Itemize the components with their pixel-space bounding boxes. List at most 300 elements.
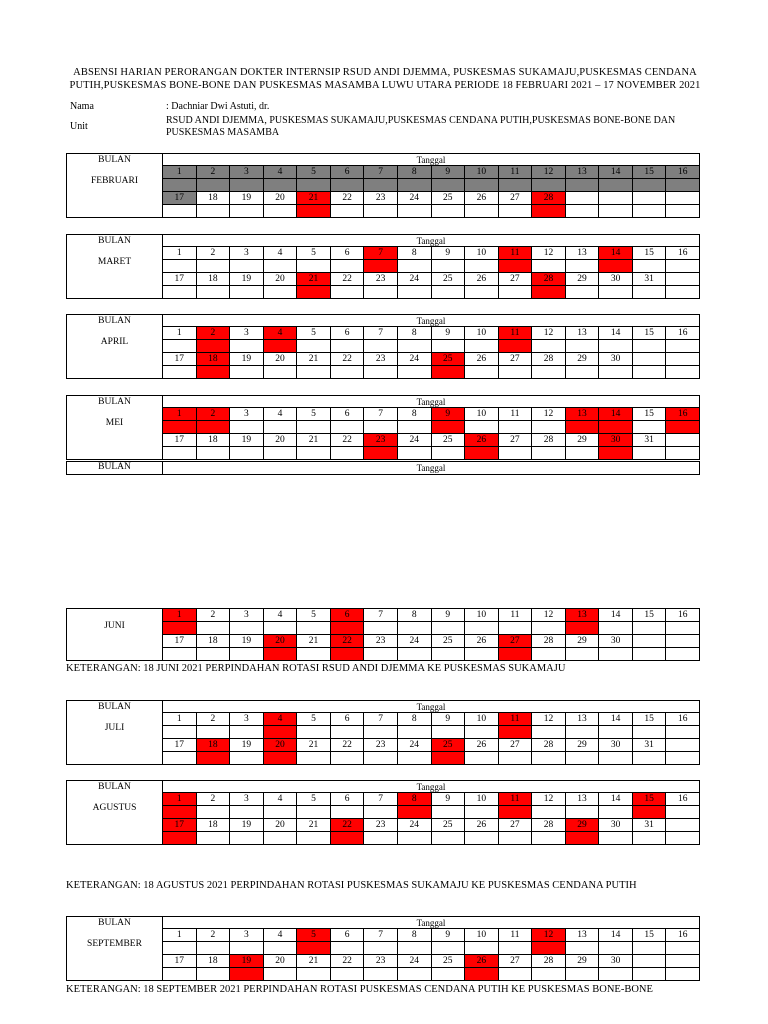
- day-3: 3: [230, 609, 264, 622]
- day-13-mark: [565, 179, 599, 192]
- day-3: 3: [230, 929, 264, 942]
- day-29: 29: [565, 273, 599, 286]
- day-26-mark: [465, 286, 499, 299]
- day-28-mark: [532, 447, 566, 460]
- day-24: 24: [397, 192, 431, 205]
- day-5: 5: [297, 609, 331, 622]
- day-7-mark: [364, 942, 398, 955]
- day-12-mark: [532, 421, 566, 434]
- empty-cell: [666, 832, 700, 845]
- day-13-mark: [565, 622, 599, 635]
- day-22: 22: [330, 635, 364, 648]
- empty-cell: [666, 434, 700, 447]
- day-5: 5: [297, 713, 331, 726]
- day-1-mark: [163, 340, 197, 353]
- empty-cell: [666, 648, 700, 661]
- day-5-mark: [297, 340, 331, 353]
- tanggal-label: Tanggal: [163, 917, 700, 929]
- day-16-mark: [666, 340, 700, 353]
- day-3: 3: [230, 247, 264, 260]
- month-name: SEPTEMBER: [87, 939, 142, 949]
- month-label-cell: [67, 917, 163, 981]
- day-29-mark: [565, 447, 599, 460]
- day-17-mark: [163, 832, 197, 845]
- empty-cell: [599, 205, 633, 218]
- tanggal-label: Tanggal: [163, 462, 700, 475]
- day-6-mark: [330, 622, 364, 635]
- day-1: 1: [163, 408, 197, 421]
- empty-cell: [599, 192, 633, 205]
- day-11-mark: [498, 260, 532, 273]
- day-15: 15: [632, 408, 666, 421]
- day-19: 19: [230, 434, 264, 447]
- day-21-mark: [297, 447, 331, 460]
- day-28-mark: [532, 205, 566, 218]
- day-19: 19: [230, 955, 264, 968]
- day-30-mark: [599, 752, 633, 765]
- month-name: FEBRUARI: [91, 176, 138, 186]
- day-6: 6: [330, 609, 364, 622]
- day-26-mark: [465, 968, 499, 981]
- day-5-mark: [297, 942, 331, 955]
- day-2-mark: [196, 726, 230, 739]
- day-29-mark: [565, 366, 599, 379]
- day-28: 28: [532, 434, 566, 447]
- day-16: 16: [666, 166, 700, 179]
- day-27-mark: [498, 286, 532, 299]
- empty-cell: [632, 648, 666, 661]
- day-31: 31: [632, 434, 666, 447]
- day-8: 8: [397, 327, 431, 340]
- unit-label: Unit: [70, 121, 88, 132]
- day-27-mark: [498, 205, 532, 218]
- day-20-mark: [263, 968, 297, 981]
- day-7-mark: [364, 726, 398, 739]
- day-15-mark: [632, 942, 666, 955]
- day-20-mark: [263, 447, 297, 460]
- day-14: 14: [599, 713, 633, 726]
- day-30: 30: [599, 434, 633, 447]
- month-name: JULI: [104, 723, 125, 733]
- day-4-mark: [263, 806, 297, 819]
- day-27-mark: [498, 366, 532, 379]
- bulan-label: BULAN: [98, 155, 131, 165]
- day-24: 24: [397, 819, 431, 832]
- day-30: 30: [599, 635, 633, 648]
- day-30: 30: [599, 353, 633, 366]
- day-17-mark: [163, 447, 197, 460]
- day-9: 9: [431, 166, 465, 179]
- day-6-mark: [330, 260, 364, 273]
- day-21-mark: [297, 832, 331, 845]
- day-1: 1: [163, 327, 197, 340]
- day-16: 16: [666, 609, 700, 622]
- day-18-mark: [196, 205, 230, 218]
- day-4-mark: [263, 421, 297, 434]
- day-19: 19: [230, 819, 264, 832]
- day-24: 24: [397, 635, 431, 648]
- empty-cell: [666, 286, 700, 299]
- day-25: 25: [431, 273, 465, 286]
- day-3-mark: [230, 421, 264, 434]
- day-21: 21: [297, 819, 331, 832]
- day-4: 4: [263, 247, 297, 260]
- day-6: 6: [330, 408, 364, 421]
- day-5-mark: [297, 179, 331, 192]
- day-8-mark: [397, 340, 431, 353]
- day-27: 27: [498, 955, 532, 968]
- day-21: 21: [297, 955, 331, 968]
- day-19-mark: [230, 205, 264, 218]
- day-19: 19: [230, 353, 264, 366]
- day-7-mark: [364, 421, 398, 434]
- day-20: 20: [263, 635, 297, 648]
- day-10-mark: [465, 806, 499, 819]
- month-label-cell: [67, 609, 163, 661]
- day-6-mark: [330, 806, 364, 819]
- month-table-mei: [66, 395, 700, 460]
- tanggal-label: Tanggal: [163, 154, 700, 166]
- day-7: 7: [364, 609, 398, 622]
- month-table-maret: [66, 234, 700, 299]
- day-27: 27: [498, 192, 532, 205]
- day-6: 6: [330, 166, 364, 179]
- day-19: 19: [230, 739, 264, 752]
- day-14-mark: [599, 340, 633, 353]
- day-14: 14: [599, 247, 633, 260]
- day-18: 18: [196, 353, 230, 366]
- tanggal-label: Tanggal: [163, 235, 700, 247]
- day-9: 9: [431, 609, 465, 622]
- day-30: 30: [599, 273, 633, 286]
- day-22: 22: [330, 739, 364, 752]
- day-9-mark: [431, 726, 465, 739]
- day-10-mark: [465, 622, 499, 635]
- day-3: 3: [230, 793, 264, 806]
- day-20-mark: [263, 752, 297, 765]
- day-15: 15: [632, 793, 666, 806]
- day-1: 1: [163, 166, 197, 179]
- day-28: 28: [532, 353, 566, 366]
- day-12-mark: [532, 806, 566, 819]
- day-16: 16: [666, 408, 700, 421]
- day-11-mark: [498, 806, 532, 819]
- month-label-cell: [67, 235, 163, 299]
- day-17: 17: [163, 434, 197, 447]
- document-title: [60, 66, 710, 92]
- day-17-mark: [163, 752, 197, 765]
- day-31-mark: [632, 286, 666, 299]
- day-18-mark: [196, 968, 230, 981]
- day-23-mark: [364, 286, 398, 299]
- empty-cell: [666, 353, 700, 366]
- day-30-mark: [599, 832, 633, 845]
- day-5-mark: [297, 421, 331, 434]
- empty-cell: [666, 447, 700, 460]
- day-14: 14: [599, 166, 633, 179]
- day-19-mark: [230, 832, 264, 845]
- day-5-mark: [297, 260, 331, 273]
- day-8: 8: [397, 609, 431, 622]
- day-27: 27: [498, 434, 532, 447]
- day-16-mark: [666, 260, 700, 273]
- day-14-mark: [599, 179, 633, 192]
- day-4-mark: [263, 942, 297, 955]
- day-15: 15: [632, 713, 666, 726]
- day-7-mark: [364, 806, 398, 819]
- empty-cell: [666, 366, 700, 379]
- day-2: 2: [196, 327, 230, 340]
- day-23-mark: [364, 447, 398, 460]
- day-9-mark: [431, 421, 465, 434]
- day-18-mark: [196, 366, 230, 379]
- day-29-mark: [565, 286, 599, 299]
- day-2-mark: [196, 942, 230, 955]
- day-4-mark: [263, 260, 297, 273]
- day-30: 30: [599, 819, 633, 832]
- day-7: 7: [364, 408, 398, 421]
- day-20-mark: [263, 648, 297, 661]
- day-26: 26: [465, 192, 499, 205]
- day-17: 17: [163, 353, 197, 366]
- day-28-mark: [532, 968, 566, 981]
- day-6-mark: [330, 179, 364, 192]
- day-15: 15: [632, 929, 666, 942]
- day-10: 10: [465, 408, 499, 421]
- day-21-mark: [297, 752, 331, 765]
- day-22-mark: [330, 968, 364, 981]
- day-7: 7: [364, 247, 398, 260]
- day-14: 14: [599, 609, 633, 622]
- day-18: 18: [196, 192, 230, 205]
- day-7: 7: [364, 166, 398, 179]
- day-21-mark: [297, 366, 331, 379]
- day-12-mark: [532, 942, 566, 955]
- day-26: 26: [465, 273, 499, 286]
- bulan-label: BULAN: [98, 236, 131, 246]
- day-11-mark: [498, 726, 532, 739]
- day-14: 14: [599, 793, 633, 806]
- day-11-mark: [498, 340, 532, 353]
- day-16: 16: [666, 793, 700, 806]
- empty-cell: [666, 968, 700, 981]
- day-26: 26: [465, 819, 499, 832]
- month-label-cell: [67, 781, 163, 845]
- day-8-mark: [397, 179, 431, 192]
- unit-value-line-2: PUSKESMAS MASAMBA: [166, 127, 280, 138]
- day-7-mark: [364, 260, 398, 273]
- day-23: 23: [364, 819, 398, 832]
- month-name: JUNI: [104, 621, 125, 631]
- empty-cell: [666, 273, 700, 286]
- day-3-mark: [230, 942, 264, 955]
- day-10: 10: [465, 793, 499, 806]
- day-12-mark: [532, 726, 566, 739]
- day-1-mark: [163, 421, 197, 434]
- day-14-mark: [599, 942, 633, 955]
- day-20: 20: [263, 434, 297, 447]
- day-24: 24: [397, 739, 431, 752]
- day-18: 18: [196, 273, 230, 286]
- day-6: 6: [330, 247, 364, 260]
- day-28-mark: [532, 366, 566, 379]
- day-1-mark: [163, 179, 197, 192]
- day-25-mark: [431, 366, 465, 379]
- day-17: 17: [163, 955, 197, 968]
- day-8-mark: [397, 942, 431, 955]
- day-17-mark: [163, 205, 197, 218]
- day-28: 28: [532, 739, 566, 752]
- day-19: 19: [230, 192, 264, 205]
- day-13: 13: [565, 166, 599, 179]
- day-29: 29: [565, 819, 599, 832]
- day-23: 23: [364, 273, 398, 286]
- day-10: 10: [465, 327, 499, 340]
- day-5: 5: [297, 247, 331, 260]
- day-3-mark: [230, 622, 264, 635]
- day-1-mark: [163, 622, 197, 635]
- day-19-mark: [230, 968, 264, 981]
- day-26: 26: [465, 739, 499, 752]
- day-25: 25: [431, 635, 465, 648]
- day-9-mark: [431, 179, 465, 192]
- day-30-mark: [599, 366, 633, 379]
- day-11: 11: [498, 408, 532, 421]
- day-5-mark: [297, 726, 331, 739]
- tanggal-label: Tanggal: [163, 781, 700, 793]
- day-25: 25: [431, 955, 465, 968]
- day-25-mark: [431, 832, 465, 845]
- day-11-mark: [498, 942, 532, 955]
- day-31: 31: [632, 739, 666, 752]
- month-table-juni: [66, 608, 700, 661]
- day-27: 27: [498, 635, 532, 648]
- day-24-mark: [397, 832, 431, 845]
- day-26: 26: [465, 434, 499, 447]
- day-3-mark: [230, 260, 264, 273]
- day-3: 3: [230, 166, 264, 179]
- day-26-mark: [465, 366, 499, 379]
- empty-cell: [565, 205, 599, 218]
- day-15-mark: [632, 421, 666, 434]
- day-9: 9: [431, 327, 465, 340]
- day-9-mark: [431, 260, 465, 273]
- day-7: 7: [364, 327, 398, 340]
- day-24-mark: [397, 752, 431, 765]
- day-15-mark: [632, 806, 666, 819]
- day-9: 9: [431, 247, 465, 260]
- day-17: 17: [163, 739, 197, 752]
- day-2-mark: [196, 179, 230, 192]
- day-1: 1: [163, 609, 197, 622]
- day-19-mark: [230, 286, 264, 299]
- day-11: 11: [498, 929, 532, 942]
- day-15: 15: [632, 166, 666, 179]
- day-23-mark: [364, 366, 398, 379]
- day-2-mark: [196, 260, 230, 273]
- day-12-mark: [532, 179, 566, 192]
- day-1-mark: [163, 942, 197, 955]
- month-table-februari: [66, 153, 700, 218]
- day-9-mark: [431, 622, 465, 635]
- day-29: 29: [565, 739, 599, 752]
- day-1-mark: [163, 726, 197, 739]
- day-26-mark: [465, 648, 499, 661]
- day-19-mark: [230, 648, 264, 661]
- day-12: 12: [532, 327, 566, 340]
- title-line-1: ABSENSI HARIAN PERORANGAN DOKTER INTERNSIP RSUD ANDI DJEMMA, PUSKESMAS SUKAMAJU,PUSKESMAS CENDANA: [73, 67, 697, 78]
- day-15: 15: [632, 609, 666, 622]
- day-8-mark: [397, 260, 431, 273]
- day-21: 21: [297, 434, 331, 447]
- day-17: 17: [163, 635, 197, 648]
- day-4: 4: [263, 609, 297, 622]
- day-3: 3: [230, 713, 264, 726]
- day-27: 27: [498, 819, 532, 832]
- day-17-mark: [163, 286, 197, 299]
- empty-cell: [565, 192, 599, 205]
- bulan-label: BULAN: [98, 918, 131, 928]
- month-table-juli: [66, 700, 700, 765]
- day-12: 12: [532, 793, 566, 806]
- day-12: 12: [532, 713, 566, 726]
- empty-cell: [666, 205, 700, 218]
- tanggal-label: Tanggal: [163, 315, 700, 327]
- day-1: 1: [163, 713, 197, 726]
- day-28-mark: [532, 286, 566, 299]
- day-11: 11: [498, 166, 532, 179]
- day-17-mark: [163, 366, 197, 379]
- day-25-mark: [431, 447, 465, 460]
- day-18: 18: [196, 635, 230, 648]
- day-21-mark: [297, 205, 331, 218]
- day-26: 26: [465, 955, 499, 968]
- day-30-mark: [599, 286, 633, 299]
- day-11: 11: [498, 713, 532, 726]
- day-28: 28: [532, 192, 566, 205]
- day-6: 6: [330, 327, 364, 340]
- day-20: 20: [263, 955, 297, 968]
- bulan-label: BULAN: [67, 462, 163, 475]
- day-13-mark: [565, 260, 599, 273]
- day-6-mark: [330, 726, 364, 739]
- day-7: 7: [364, 929, 398, 942]
- day-9: 9: [431, 713, 465, 726]
- day-4-mark: [263, 179, 297, 192]
- day-18-mark: [196, 832, 230, 845]
- day-17: 17: [163, 273, 197, 286]
- day-16-mark: [666, 942, 700, 955]
- empty-cell: [666, 739, 700, 752]
- day-22-mark: [330, 648, 364, 661]
- day-10-mark: [465, 340, 499, 353]
- day-24: 24: [397, 273, 431, 286]
- month-table-september: [66, 916, 700, 981]
- day-17-mark: [163, 968, 197, 981]
- day-2: 2: [196, 609, 230, 622]
- day-13-mark: [565, 806, 599, 819]
- day-11: 11: [498, 609, 532, 622]
- day-23: 23: [364, 192, 398, 205]
- day-5: 5: [297, 793, 331, 806]
- day-27-mark: [498, 447, 532, 460]
- day-29: 29: [565, 434, 599, 447]
- day-3-mark: [230, 726, 264, 739]
- day-27: 27: [498, 273, 532, 286]
- unit-value-line-1: RSUD ANDI DJEMMA, PUSKESMAS SUKAMAJU,PUSKESMAS CENDANA PUTIH,PUSKESMAS BONE-BONE DAN: [166, 115, 676, 126]
- day-23-mark: [364, 205, 398, 218]
- day-18: 18: [196, 739, 230, 752]
